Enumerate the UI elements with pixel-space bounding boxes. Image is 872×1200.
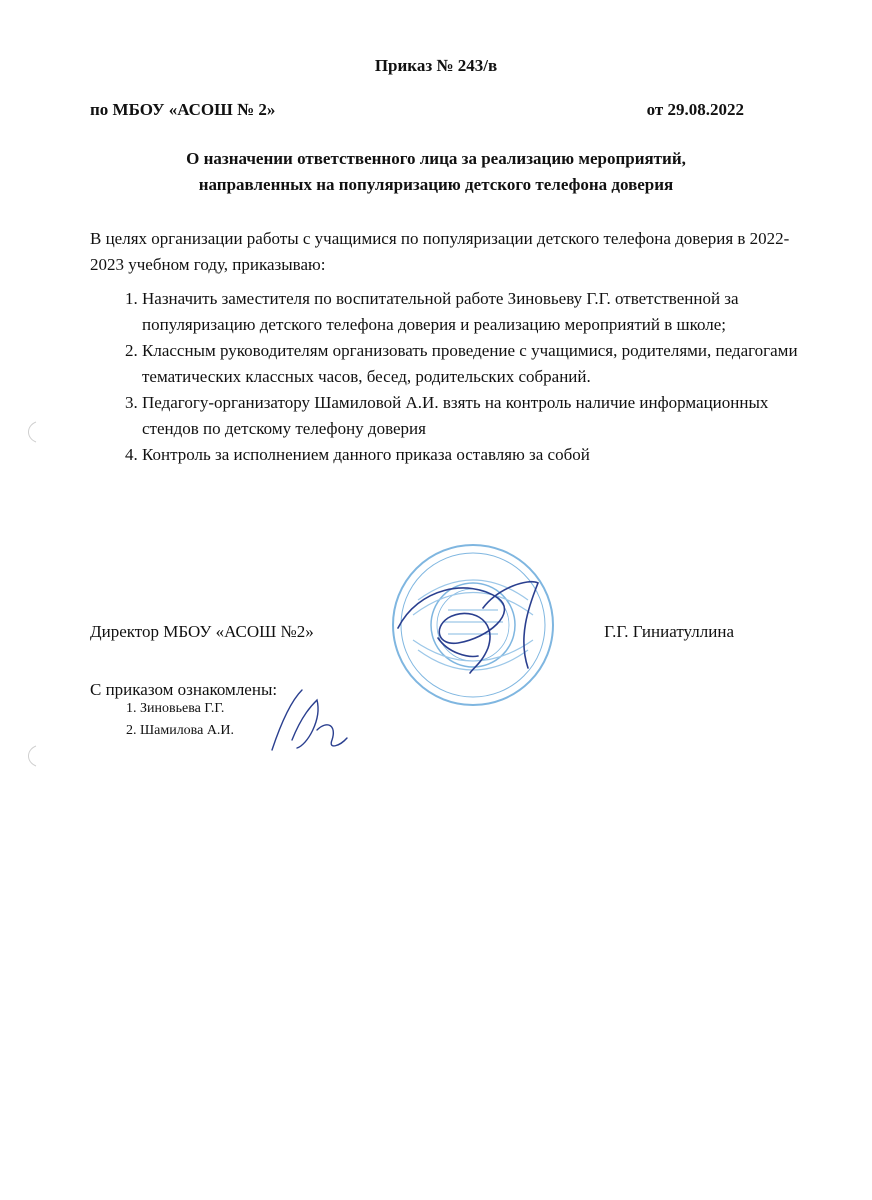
acquainted-person: 2. Шамилова А.И.	[140, 720, 440, 742]
acquainted-label: С приказом ознакомлены:	[90, 680, 278, 699]
order-date: от 29.08.2022	[646, 100, 744, 119]
intro-paragraph: В целях организации работы с учащимися по популяризации детского телефона доверия в 2022-2023 учебном году, приказываю:	[90, 229, 790, 274]
order-item: 3. Педагогу-организатору Шамиловой А.И. взять на контроль наличие информационных стендов по детскому телефону доверия	[142, 390, 822, 442]
organization: по МБОУ «АСОШ № 2»	[90, 100, 276, 119]
order-item: 1. Назначить заместителя по воспитательной работе Зиновьеву Г.Г. ответственной за популяризацию детского телефона доверия и реализацию мероприятий в школе;	[142, 286, 822, 338]
order-items-list	[90, 286, 822, 468]
margin-mark	[24, 420, 38, 444]
staff-signature	[262, 680, 352, 760]
order-title: Приказ № 243/в	[374, 56, 498, 75]
order-item: 4. Контроль за исполнением данного приказа оставляю за собой	[142, 442, 822, 468]
order-subject	[0, 146, 872, 198]
margin-mark	[24, 744, 38, 768]
director-signature	[378, 568, 548, 678]
director-name: Г.Г. Гиниатуллина	[604, 622, 734, 641]
director-position: Директор МБОУ «АСОШ №2»	[90, 622, 314, 641]
order-item: 2. Классным руководителям организовать проведение с учащимися, родителями, педагогами тематических классных часов, бесед, родительских собраний.	[142, 338, 822, 390]
subject-line-1: О назначении ответственного лица за реализацию мероприятий,	[186, 149, 686, 168]
acquainted-person: 1. Зиновьева Г.Г.	[140, 698, 440, 720]
subject-line-2: направленных на популяризацию детского телефона доверия	[198, 175, 674, 194]
